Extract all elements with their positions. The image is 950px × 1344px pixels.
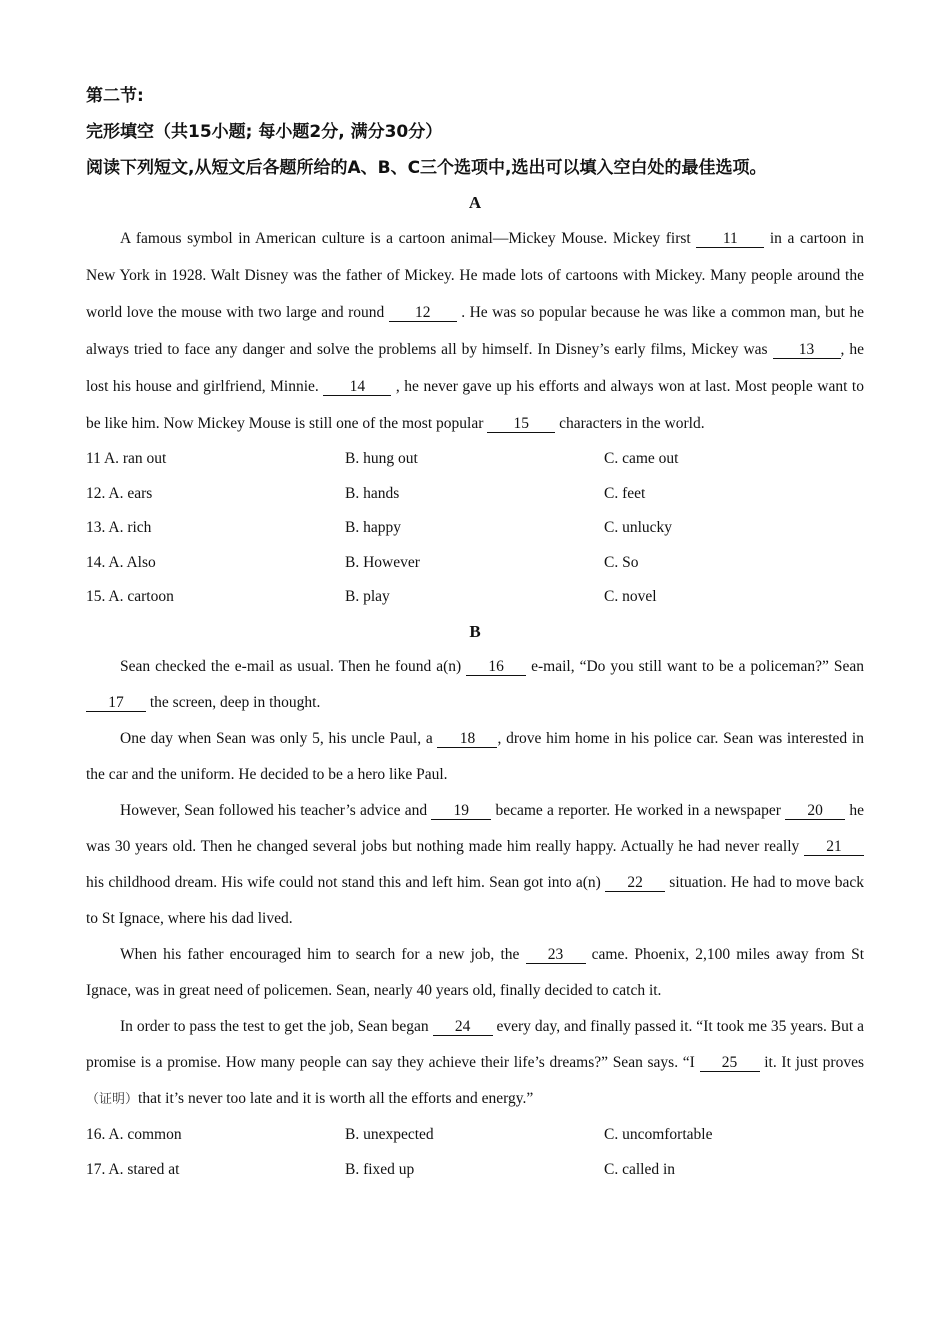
option-c[interactable]: C. uncomfortable	[604, 1125, 713, 1143]
worksheet-page	[86, 78, 864, 1187]
blank-16[interactable]: 16	[466, 658, 526, 676]
option-c[interactable]: C. called in	[604, 1160, 676, 1178]
blank-15[interactable]: 15	[487, 415, 555, 433]
blank-24[interactable]: 24	[433, 1018, 493, 1036]
blank-17[interactable]: 17	[86, 694, 146, 712]
option-a[interactable]: 15. A. cartoon	[86, 588, 174, 606]
option-b[interactable]: B. However	[345, 553, 420, 571]
passage-b-paragraph-5: In order to pass the test to get the job, Sean began 24 every day, and finally passed it. “It took me 35 years. But a promise is a promise. How many people can say they achieve their life’s dreams?” Sean says. “I 25 it. It just proves（证明）that it’s never too late and it is worth all the efforts and energy.”	[86, 1017, 865, 1107]
option-a[interactable]: 17. A. stared at	[86, 1160, 180, 1178]
blank-20[interactable]: 20	[785, 802, 845, 820]
option-b[interactable]: B. play	[345, 588, 390, 606]
option-row-12	[86, 477, 864, 512]
option-b[interactable]: B. unexpected	[345, 1125, 434, 1143]
option-a[interactable]: 14. A. Also	[86, 553, 156, 571]
option-b[interactable]: B. fixed up	[345, 1160, 415, 1178]
blank-18[interactable]: 18	[437, 730, 497, 748]
passage-b-paragraph-4: When his father encouraged him to search for a new job, the 23 came. Phoenix, 2,100 miles away from St Ignace, was in great need of policemen. Sean, nearly 40 years old, finally decided to catch it.	[86, 945, 864, 999]
option-c[interactable]: C. feet	[604, 484, 646, 502]
option-a[interactable]: 16. A. common	[86, 1125, 182, 1143]
option-row-13	[86, 511, 864, 546]
passage-b-paragraph-2: One day when Sean was only 5, his uncle Paul, a 18 , drove him home in his police car. Sean was interested in the car and the uniform. He decided to be a hero like Paul.	[86, 729, 864, 783]
option-c[interactable]: C. unlucky	[604, 519, 673, 537]
blank-21[interactable]: 21	[804, 838, 864, 856]
chinese-gloss: （证明）	[86, 1091, 139, 1107]
option-row-14	[86, 546, 864, 581]
option-row-11	[86, 442, 864, 477]
passage-a-title: A	[468, 193, 482, 212]
option-a[interactable]: 12. A. ears	[86, 484, 153, 502]
passage-b-paragraph-3: However, Sean followed his teacher’s advice and 19 became a reporter. He worked in a newspaper 20 he was 30 years old. Then he changed several jobs but nothing made him really happy. Actually he had never really 21 his childhood dream. His wife could not stand this and left him. Sean got into a(n) 22 situation. He had to move back to St Ignace, where his dad lived.	[86, 801, 864, 927]
option-row-15	[86, 580, 864, 615]
option-b[interactable]: B. hands	[345, 484, 400, 502]
task-instructions: 完形填空（共15小题; 每小题2分, 满分30分）	[86, 122, 443, 142]
passage-b-options	[86, 1118, 864, 1187]
blank-22[interactable]: 22	[605, 874, 665, 892]
passage-b-paragraph-1: Sean checked the e-mail as usual. Then he found a(n) 16 e-mail, “Do you still want to be a policeman?” Sean 17 the screen, deep in thought.	[86, 649, 864, 721]
option-a[interactable]: 11 A. ran out	[86, 450, 167, 467]
section-label: 第二节:	[86, 86, 144, 106]
option-a[interactable]: 13. A. rich	[86, 519, 152, 537]
option-row-16	[86, 1118, 864, 1153]
option-c[interactable]: C. novel	[604, 588, 657, 606]
passage-b-title: B	[469, 621, 481, 641]
blank-19[interactable]: 19	[431, 802, 491, 820]
blank-11[interactable]: 11	[696, 230, 764, 248]
passage-a-options	[86, 442, 864, 615]
blank-14[interactable]: 14	[323, 378, 391, 396]
blank-12[interactable]: 12	[389, 304, 457, 322]
blank-25[interactable]: 25	[700, 1054, 760, 1072]
passage-a-text: A famous symbol in American culture is a cartoon animal—Mickey Mouse. Mickey first 11 in a cartoon in New York in 1928. Walt Disney was the father of Mickey. He made lots of cartoons with Mickey. Many people around the world love the mouse with two large and round 12 . He was so popular because he was like a common man, but he always tried to face any danger and solve the problems all by himself. In Disney’s early films, Mickey was 13 , he lost his house and girlfriend, Minnie. 14 , he never gave up his efforts and always won at last. Most people want to be like him. Now Mickey Mouse is still one of the most popular 15 characters in the world.	[86, 230, 864, 432]
option-b[interactable]: B. hung out	[345, 450, 418, 467]
task-directions: 阅读下列短文,从短文后各题所给的A、B、C三个选项中,选出可以填入空白处的最佳选项。	[86, 158, 767, 178]
option-c[interactable]: C. So	[604, 553, 639, 571]
option-c[interactable]: C. came out	[604, 450, 679, 467]
blank-13[interactable]: 13	[773, 341, 841, 359]
option-b[interactable]: B. happy	[345, 519, 401, 537]
blank-23[interactable]: 23	[526, 946, 586, 964]
option-row-17	[86, 1153, 864, 1188]
